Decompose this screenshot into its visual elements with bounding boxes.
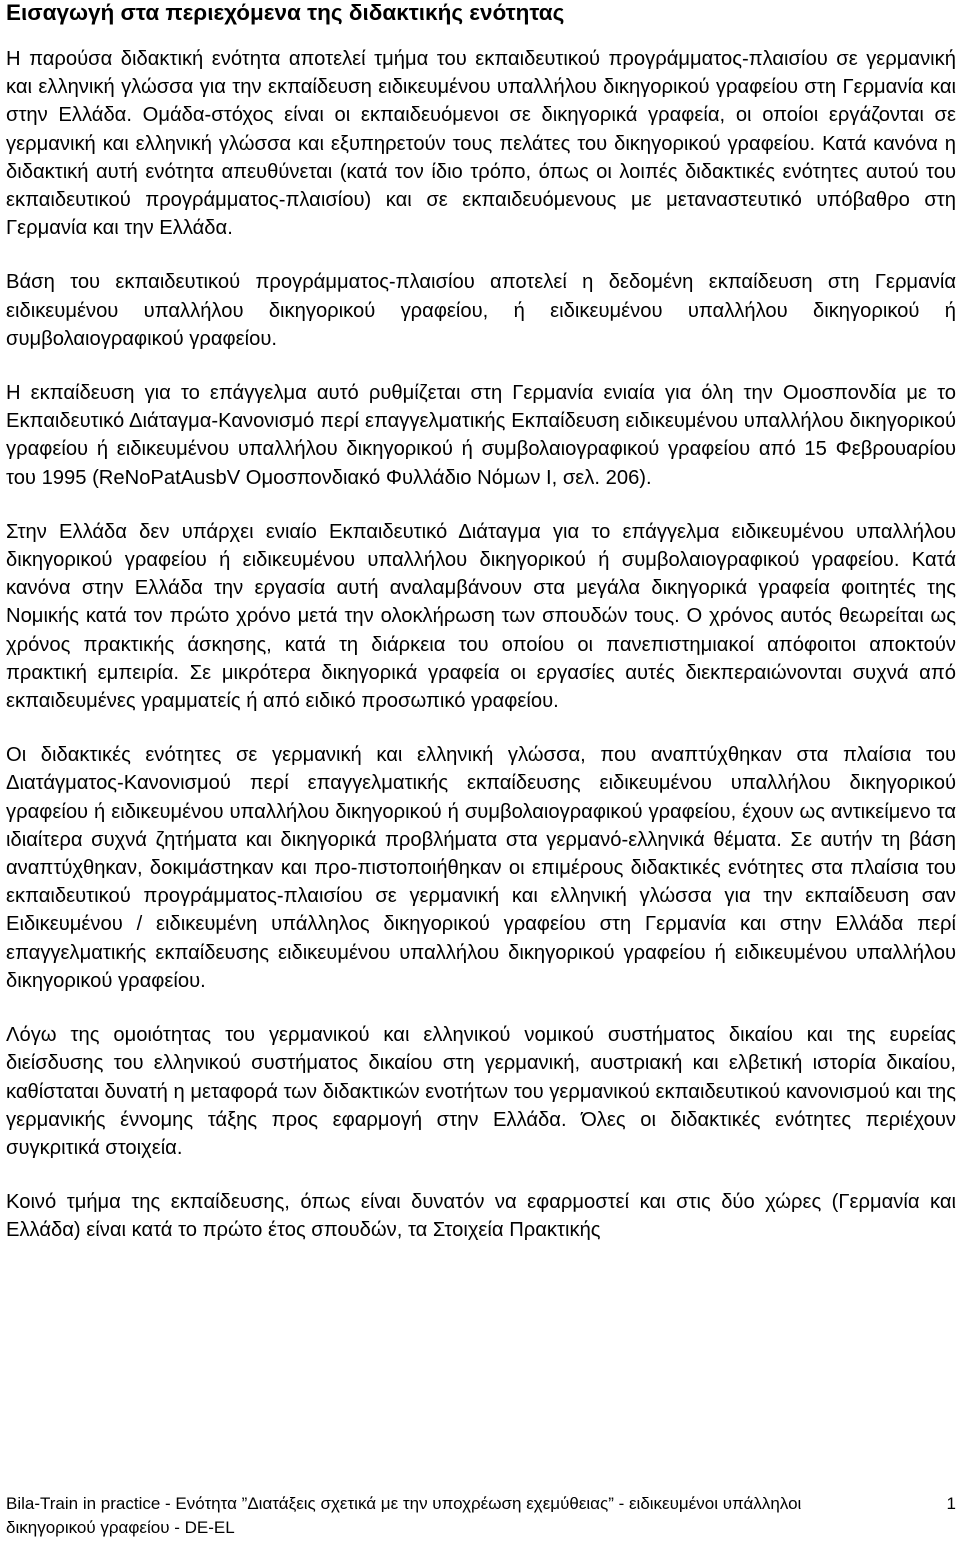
page-footer — [6, 1492, 956, 1540]
paragraph-6: Λόγω της ομοιότητας του γερμανικού και ελληνικού νομικού συστήματος δικαίου και της ευρείας διείσδυσης του ελληνικού συστήματος δικαίου στη γερμανική, αυστριακή και ελβετική ιστορία δικαίου, καθίσταται δυνατή η μεταφορά των διδακτικών ενοτήτων του γερμανικού εκπαιδευτικού κανονισμού και της γερμανικής έννομης τάξης προς εφαρμογή στην Ελλάδα. Όλες οι διδακτικές ενότητες περιέχουν συγκριτικά στοιχεία. — [6, 1024, 956, 1159]
footer-line-2: δικηγορικού γραφείου - DE-EL — [6, 1518, 235, 1537]
paragraph-4: Στην Ελλάδα δεν υπάρχει ενιαίο Εκπαιδευτικό Διάταγμα για το επάγγελμα ειδικευμένου υπαλλήλου δικηγορικού γραφείου ή ειδικευμένου υπαλλήλου δικηγορικού ή συμβολαιογραφικού γραφείου. Κατά κανόνα στην Ελλάδα την εργασία αυτή αναλαμβάνουν στα μεγάλα δικηγορικά γραφεία φοιτητές της Νομικής κατά τον πρώτο χρόνο μετά την ολοκλήρωση των σπουδών τους. Ο χρόνος αυτός θεωρείται ως χρόνος πρακτικής άσκησης, κατά τη διάρκεια του οποίου οι πανεπιστημιακοί απόφοιτοι αποκτούν πρακτική εμπειρία. Σε μικρότερα δικηγορικά γραφεία οι εργασίες αυτές διεκπεραιώνονται συχνά από εκπαιδευμένες γραμματείς ή από ειδικό προσωπικό γραφείου. — [6, 520, 956, 713]
document-page — [6, 0, 956, 1271]
document-title: Εισαγωγή στα περιεχόμενα της διδακτικής ενότητας — [6, 0, 565, 25]
footer-line-1 — [6, 1492, 956, 1516]
paragraph-3: Η εκπαίδευση για το επάγγελμα αυτό ρυθμίζεται στη Γερμανία ενιαία για όλη την Ομοσπονδία με το Εκπαιδευτικό Διάταγμα-Κανονισμό περί επαγγελματικής Εκπαίδευση ειδικευμένου υπαλλήλου δικηγορικού γραφείου ή ειδικευμένου υπαλλήλου δικηγορικού ή συμβολαιογραφικού γραφείου από 15 Φεβρουαρίου του 1995 (ReNoPatAusbV Ομοσπονδιακό Φυλλάδιο Νόμων I, σελ. 206). — [6, 382, 956, 489]
paragraph-5: Οι διδακτικές ενότητες σε γερμανική και ελληνική γλώσσα, που αναπτύχθηκαν στα πλαίσια του Διατάγματος-Κανονισμού περί επαγγελματικής εκπαίδευσης ειδικευμένου υπαλλήλου δικηγορικού γραφείου ή ειδικευμένου υπαλλήλου δικηγορικού ή συμβολαιογραφικού γραφείου, έχουν ως αντικείμενο τα ιδιαίτερα συχνά ζητήματα και δικηγορικά προβλήματα στα γερμανό-ελληνικά θέματα. Σε αυτήν τη βάση αναπτύχθηκαν, δοκιμάστηκαν και προ-πιστοποιήθηκαν οι επιμέρους διδακτικές ενότητες στα πλαίσια του εκπαιδευτικού προγράμματος-πλαισίου σε γερμανική και ελληνική γλώσσα για την εκπαίδευση σαν Ειδικευμένου / ειδικευμένη υπάλληλος δικηγορικού γραφείου στη Γερμανία και στην Ελλάδα περί επαγγελματικής εκπαίδευσης ειδικευμένου υπαλλήλου δικηγορικού γραφείου ή ειδικευμένου υπαλλήλου δικηγορικού γραφείου. — [6, 744, 956, 992]
page-number: 1 — [946, 1494, 956, 1513]
paragraph-2: Βάση του εκπαιδευτικού προγράμματος-πλαισίου αποτελεί η δεδομένη εκπαίδευση στη Γερμανία ειδικευμένου υπαλλήλου δικηγορικού γραφείου, ή ειδικευμένου υπαλλήλου δικηγορικού ή συμβολαιογραφικού γραφείου. — [6, 271, 956, 350]
paragraph-7: Κοινό τμήμα της εκπαίδευσης, όπως είναι δυνατόν να εφαρμοστεί και στις δύο χώρες (Γερμανία και Ελλάδα) είναι κατά το πρώτο έτος σπουδών, τα Στοιχεία Πρακτικής — [6, 1191, 956, 1242]
footer-document-info: Bila-Train in practice - Ενότητα ”Διατάξεις σχετικά με την υποχρέωση εχεμύθειας” - ειδικευμένοι υπάλληλοι — [6, 1494, 802, 1513]
paragraph-1: Η παρούσα διδακτική ενότητα αποτελεί τμήμα του εκπαιδευτικού προγράμματος-πλαισίου σε γερμανική και ελληνική γλώσσα για την εκπαίδευση ειδικευμένου υπαλλήλου δικηγορικού γραφείου στη Γερμανία και στην Ελλάδα. Ομάδα-στόχος είναι οι εκπαιδευόμενοι σε δικηγορικά γραφεία, οι οποίοι εργάζονται σε γερμανική και ελληνική γλώσσα και εξυπηρετούν τους πελάτες του δικηγορικού γραφείου. Κατά κανόνα η διδακτική αυτή ενότητα απευθύνεται (κατά τον ίδιο τρόπο, όπως οι λοιπές διδακτικές ενότητες αυτού του εκπαιδευτικού προγράμματος-πλαισίου) και σε εκπαιδευόμενους με μεταναστευτικό υπόβαθρο στη Γερμανία και την Ελλάδα. — [6, 48, 956, 240]
